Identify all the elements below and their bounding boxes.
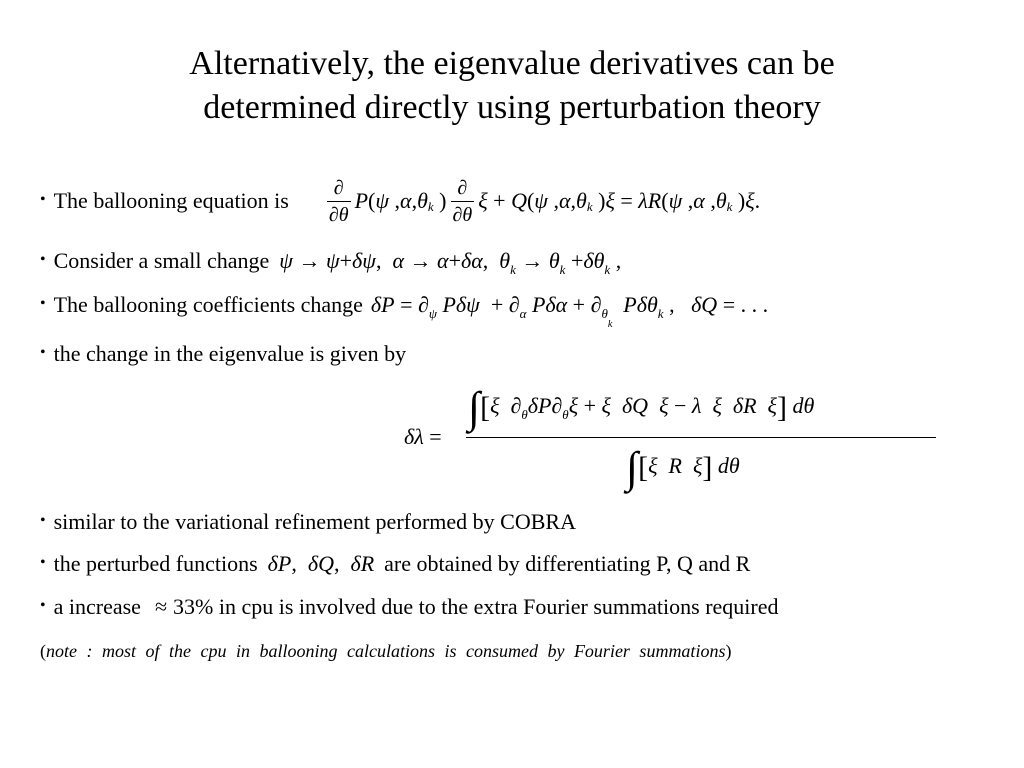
slide-title: [0, 42, 1024, 130]
coefficient-change-expression: $\delta P = \partial_\psi$ $P\delta\psi + \partial_\alpha$ $P\delta\alpha + \partial_{\theta_k}$ Pδθ$_k$ , δQ = . . .: [370, 292, 769, 330]
bullet-perturbed-functions: [40, 549, 750, 579]
fraction-bar: [466, 437, 936, 438]
bullet-small-change: [40, 246, 621, 276]
bullet-icon: •: [40, 597, 46, 614]
bullet-icon: •: [40, 344, 46, 361]
bullet-ballooning-equation: [40, 176, 761, 226]
bullet-text-post: are obtained by differentiating P, Q and R: [384, 551, 751, 576]
bullet-icon: •: [40, 554, 46, 571]
bullet-text-pre: the perturbed functions: [53, 551, 258, 576]
footnote: [40, 641, 731, 662]
small-change-expression: ψ → ψ+δψ, α → α+δα, $\theta_k \to \theta_k +\delta\theta_k$ ,: [279, 248, 622, 277]
bullet-icon: •: [40, 295, 46, 312]
bullet-eigenvalue-change: [40, 339, 406, 369]
bullet-text: Consider a small change: [53, 248, 270, 273]
note-text: note : most of the cpu in ballooning calculations is consumed by Fourier summations: [46, 641, 726, 661]
bullet-text: The ballooning equation is: [53, 188, 289, 213]
note-open-paren: (: [40, 641, 46, 661]
note-close-paren: ): [725, 641, 732, 661]
bullet-icon: •: [40, 512, 46, 529]
bullet-text-post: 33% in cpu is involved due to the extra Fourier summations required: [173, 594, 779, 619]
bullet-icon: •: [40, 251, 46, 268]
bullet-text: similar to the variational refinement performed by COBRA: [53, 509, 576, 534]
partial-fraction: $\frac{\partial}{\partial\theta}$: [452, 176, 473, 226]
formula-numerator: ∫[ξ $\partial_\theta\delta P\partial_\theta\xi + \xi$ δQ ξ − λ ξ δR ξ] dθ: [468, 383, 815, 432]
bullet-cpu-increase: [40, 592, 779, 622]
bullet-coefficients-change: [40, 290, 769, 330]
formula-lhs: δλ =: [404, 424, 442, 449]
partial-fraction: $\frac{\partial}{\partial\theta}$: [328, 176, 349, 226]
perturbed-functions-expression: δP, δQ, δR: [267, 551, 375, 576]
ballooning-equation: $\frac{\partial}{\partial\theta}$ P ( ψ , α , θ k ) $\frac{\partial}{\partial\theta}$ ξ + Q ( ψ , α , θ k ) ξ = λR ( ψ , α , θ k ) ξ .: [328, 176, 761, 226]
title-line-2: determined directly using perturbation theory: [203, 89, 821, 126]
title-line-1: Alternatively, the eigenvalue derivatives can be: [189, 45, 835, 82]
approx-icon: ≈: [154, 594, 168, 619]
bullet-text: the change in the eigenvalue is given by: [53, 341, 407, 366]
bullet-icon: •: [40, 191, 46, 208]
bullet-text-pre: a increase: [53, 594, 141, 619]
bullet-text: The ballooning coefficients change: [53, 292, 363, 317]
bullet-variational-refinement: [40, 507, 576, 537]
formula-denominator: ∫[ξ R ξ] dθ: [626, 443, 740, 492]
